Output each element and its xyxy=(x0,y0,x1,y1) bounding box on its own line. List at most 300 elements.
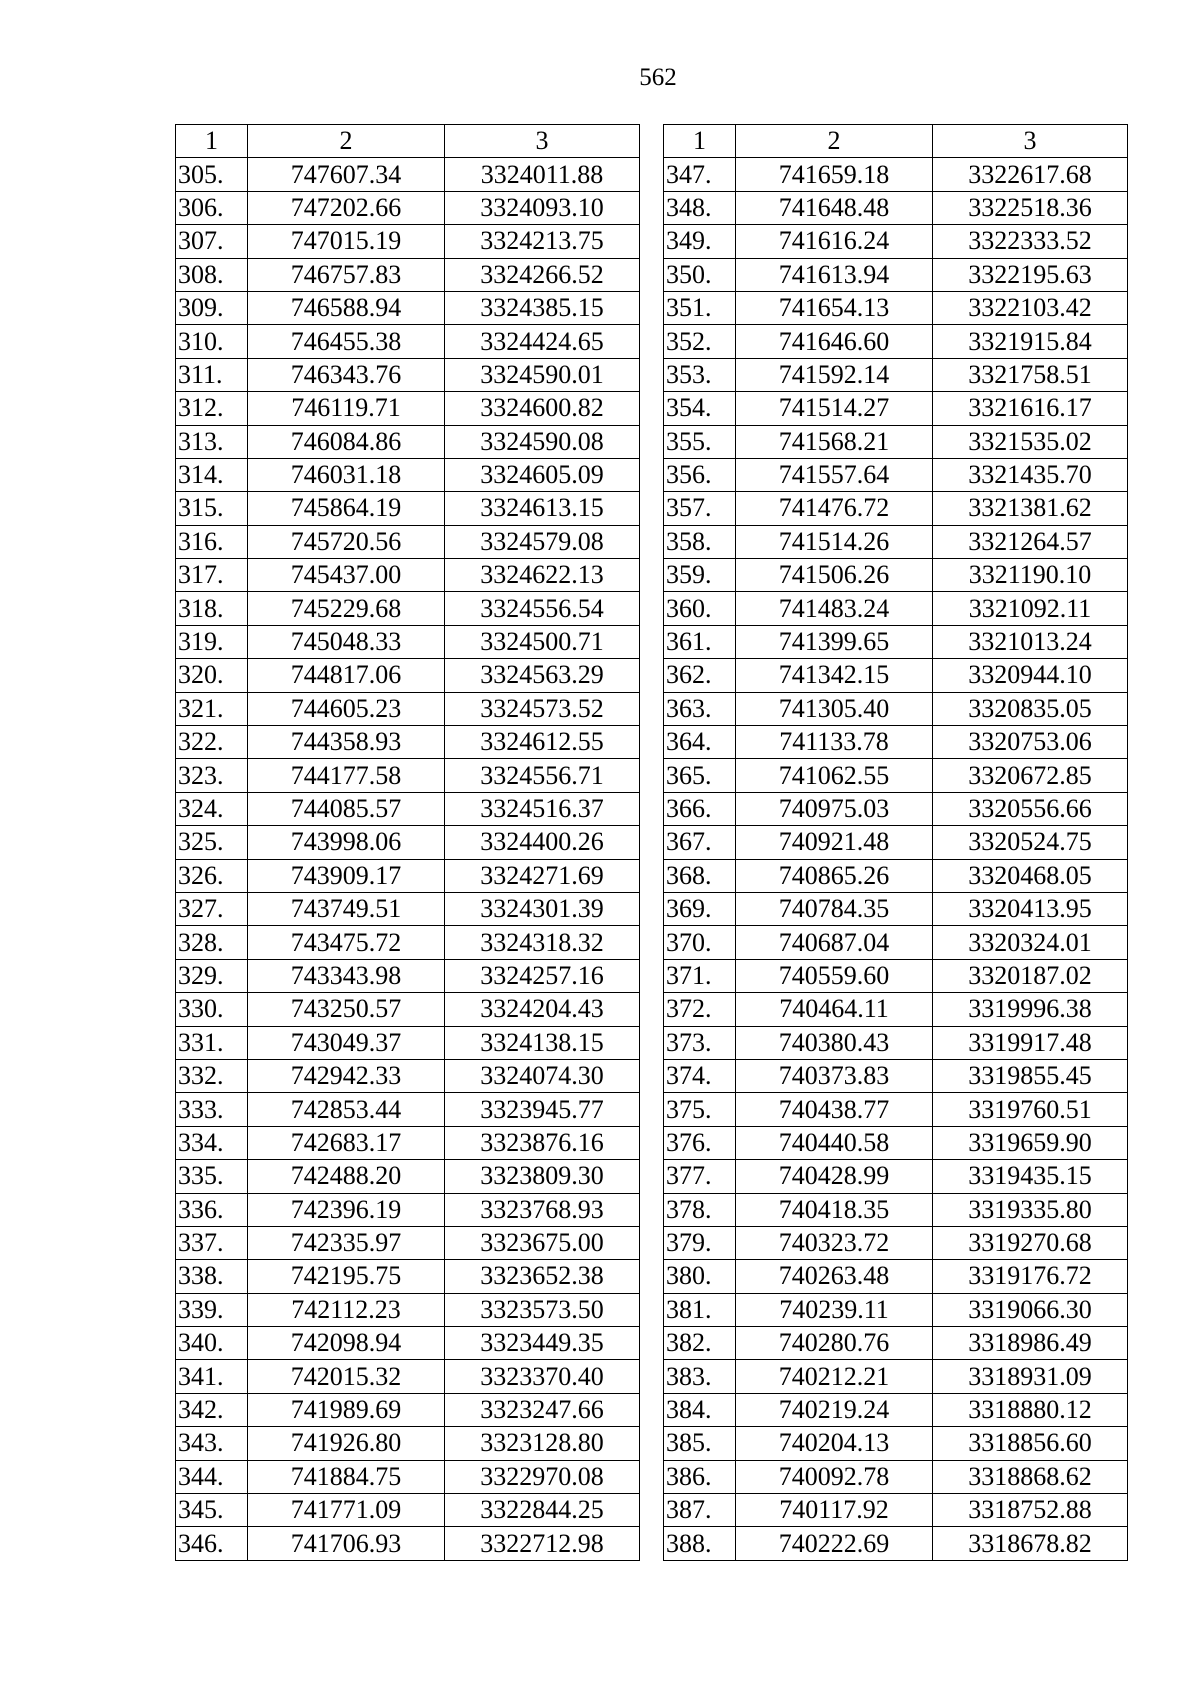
y-coordinate-cell: 3324213.75 xyxy=(445,225,640,258)
table-row xyxy=(664,1360,1128,1393)
point-number-cell: 345. xyxy=(176,1494,248,1527)
table-row xyxy=(176,325,640,358)
point-number-cell: 339. xyxy=(176,1293,248,1326)
table-row xyxy=(664,425,1128,458)
point-number-cell: 320. xyxy=(176,659,248,692)
x-coordinate-cell: 741592.14 xyxy=(736,358,933,391)
point-number-cell: 362. xyxy=(664,659,736,692)
point-number-cell: 324. xyxy=(176,792,248,825)
x-coordinate-cell: 741646.60 xyxy=(736,325,933,358)
y-coordinate-cell: 3324605.09 xyxy=(445,458,640,491)
y-coordinate-cell: 3320468.05 xyxy=(933,859,1128,892)
x-coordinate-cell: 741133.78 xyxy=(736,726,933,759)
table-row xyxy=(664,1026,1128,1059)
x-coordinate-cell: 740464.11 xyxy=(736,993,933,1026)
point-number-cell: 316. xyxy=(176,525,248,558)
y-coordinate-cell: 3324138.15 xyxy=(445,1026,640,1059)
y-coordinate-cell: 3324573.52 xyxy=(445,692,640,725)
point-number-cell: 341. xyxy=(176,1360,248,1393)
x-coordinate-cell: 741884.75 xyxy=(248,1460,445,1493)
coordinates-table-right xyxy=(663,124,1128,1561)
point-number-cell: 310. xyxy=(176,325,248,358)
x-coordinate-cell: 740212.21 xyxy=(736,1360,933,1393)
y-coordinate-cell: 3322712.98 xyxy=(445,1527,640,1560)
point-number-cell: 344. xyxy=(176,1460,248,1493)
y-coordinate-cell: 3324011.88 xyxy=(445,158,640,191)
column-header: 2 xyxy=(736,125,933,158)
point-number-cell: 348. xyxy=(664,191,736,224)
table-row xyxy=(176,1126,640,1159)
x-coordinate-cell: 741305.40 xyxy=(736,692,933,725)
x-coordinate-cell: 747015.19 xyxy=(248,225,445,258)
x-coordinate-cell: 742683.17 xyxy=(248,1126,445,1159)
y-coordinate-cell: 3323675.00 xyxy=(445,1226,640,1259)
y-coordinate-cell: 3324590.01 xyxy=(445,358,640,391)
table-row xyxy=(664,625,1128,658)
table-row xyxy=(664,1093,1128,1126)
table-row xyxy=(664,726,1128,759)
table-row xyxy=(664,358,1128,391)
y-coordinate-cell: 3322970.08 xyxy=(445,1460,640,1493)
x-coordinate-cell: 741476.72 xyxy=(736,492,933,525)
table-row xyxy=(176,458,640,491)
y-coordinate-cell: 3319270.68 xyxy=(933,1226,1128,1259)
point-number-cell: 370. xyxy=(664,926,736,959)
point-number-cell: 334. xyxy=(176,1126,248,1159)
table-header-row xyxy=(664,125,1128,158)
x-coordinate-cell: 741648.48 xyxy=(736,191,933,224)
point-number-cell: 361. xyxy=(664,625,736,658)
table-row xyxy=(664,1293,1128,1326)
y-coordinate-cell: 3321435.70 xyxy=(933,458,1128,491)
point-number-cell: 380. xyxy=(664,1260,736,1293)
table-row xyxy=(176,392,640,425)
y-coordinate-cell: 3321535.02 xyxy=(933,425,1128,458)
table-row xyxy=(664,826,1128,859)
point-number-cell: 311. xyxy=(176,358,248,391)
x-coordinate-cell: 740117.92 xyxy=(736,1494,933,1527)
y-coordinate-cell: 3321915.84 xyxy=(933,325,1128,358)
point-number-cell: 312. xyxy=(176,392,248,425)
y-coordinate-cell: 3319176.72 xyxy=(933,1260,1128,1293)
y-coordinate-cell: 3320835.05 xyxy=(933,692,1128,725)
table-row xyxy=(664,1226,1128,1259)
x-coordinate-cell: 742098.94 xyxy=(248,1327,445,1360)
table-row xyxy=(176,425,640,458)
point-number-cell: 327. xyxy=(176,892,248,925)
x-coordinate-cell: 745048.33 xyxy=(248,625,445,658)
y-coordinate-cell: 3320556.66 xyxy=(933,792,1128,825)
point-number-cell: 366. xyxy=(664,792,736,825)
y-coordinate-cell: 3324400.26 xyxy=(445,826,640,859)
point-number-cell: 322. xyxy=(176,726,248,759)
y-coordinate-cell: 3318856.60 xyxy=(933,1427,1128,1460)
x-coordinate-cell: 740784.35 xyxy=(736,892,933,925)
x-coordinate-cell: 740438.77 xyxy=(736,1093,933,1126)
point-number-cell: 335. xyxy=(176,1160,248,1193)
y-coordinate-cell: 3324424.65 xyxy=(445,325,640,358)
table-row xyxy=(176,158,640,191)
point-number-cell: 351. xyxy=(664,291,736,324)
y-coordinate-cell: 3323449.35 xyxy=(445,1327,640,1360)
x-coordinate-cell: 740239.11 xyxy=(736,1293,933,1326)
table-row xyxy=(176,926,640,959)
column-header: 1 xyxy=(664,125,736,158)
table-row xyxy=(664,592,1128,625)
point-number-cell: 382. xyxy=(664,1327,736,1360)
y-coordinate-cell: 3319760.51 xyxy=(933,1093,1128,1126)
point-number-cell: 340. xyxy=(176,1327,248,1360)
table-row xyxy=(664,1460,1128,1493)
point-number-cell: 356. xyxy=(664,458,736,491)
table-row xyxy=(664,325,1128,358)
point-number-cell: 309. xyxy=(176,291,248,324)
y-coordinate-cell: 3319659.90 xyxy=(933,1126,1128,1159)
y-coordinate-cell: 3319855.45 xyxy=(933,1059,1128,1092)
x-coordinate-cell: 740865.26 xyxy=(736,859,933,892)
x-coordinate-cell: 744605.23 xyxy=(248,692,445,725)
table-row xyxy=(176,1226,640,1259)
y-coordinate-cell: 3321616.17 xyxy=(933,392,1128,425)
table-row xyxy=(664,659,1128,692)
point-number-cell: 378. xyxy=(664,1193,736,1226)
table-row xyxy=(176,1293,640,1326)
table-row xyxy=(664,993,1128,1026)
x-coordinate-cell: 741568.21 xyxy=(736,425,933,458)
x-coordinate-cell: 742488.20 xyxy=(248,1160,445,1193)
x-coordinate-cell: 741506.26 xyxy=(736,559,933,592)
x-coordinate-cell: 741399.65 xyxy=(736,625,933,658)
y-coordinate-cell: 3324563.29 xyxy=(445,659,640,692)
y-coordinate-cell: 3320324.01 xyxy=(933,926,1128,959)
table-row xyxy=(664,1059,1128,1092)
point-number-cell: 343. xyxy=(176,1427,248,1460)
point-number-cell: 338. xyxy=(176,1260,248,1293)
table-row xyxy=(176,726,640,759)
x-coordinate-cell: 741557.64 xyxy=(736,458,933,491)
y-coordinate-cell: 3324271.69 xyxy=(445,859,640,892)
y-coordinate-cell: 3322103.42 xyxy=(933,291,1128,324)
point-number-cell: 315. xyxy=(176,492,248,525)
y-coordinate-cell: 3319335.80 xyxy=(933,1193,1128,1226)
point-number-cell: 372. xyxy=(664,993,736,1026)
x-coordinate-cell: 745229.68 xyxy=(248,592,445,625)
table-row xyxy=(176,1059,640,1092)
y-coordinate-cell: 3319066.30 xyxy=(933,1293,1128,1326)
x-coordinate-cell: 741989.69 xyxy=(248,1393,445,1426)
table-row xyxy=(664,258,1128,291)
table-row xyxy=(664,859,1128,892)
table-row xyxy=(176,959,640,992)
x-coordinate-cell: 740428.99 xyxy=(736,1160,933,1193)
x-coordinate-cell: 740440.58 xyxy=(736,1126,933,1159)
point-number-cell: 376. xyxy=(664,1126,736,1159)
table-row xyxy=(176,358,640,391)
table-row xyxy=(664,926,1128,959)
point-number-cell: 379. xyxy=(664,1226,736,1259)
x-coordinate-cell: 743250.57 xyxy=(248,993,445,1026)
y-coordinate-cell: 3324600.82 xyxy=(445,392,640,425)
point-number-cell: 352. xyxy=(664,325,736,358)
point-number-cell: 386. xyxy=(664,1460,736,1493)
point-number-cell: 333. xyxy=(176,1093,248,1126)
point-number-cell: 367. xyxy=(664,826,736,859)
point-number-cell: 355. xyxy=(664,425,736,458)
point-number-cell: 358. xyxy=(664,525,736,558)
y-coordinate-cell: 3320524.75 xyxy=(933,826,1128,859)
point-number-cell: 323. xyxy=(176,759,248,792)
table-row xyxy=(176,659,640,692)
column-header: 3 xyxy=(445,125,640,158)
point-number-cell: 307. xyxy=(176,225,248,258)
y-coordinate-cell: 3320944.10 xyxy=(933,659,1128,692)
x-coordinate-cell: 740219.24 xyxy=(736,1393,933,1426)
column-header: 1 xyxy=(176,125,248,158)
x-coordinate-cell: 742942.33 xyxy=(248,1059,445,1092)
point-number-cell: 385. xyxy=(664,1427,736,1460)
point-number-cell: 347. xyxy=(664,158,736,191)
y-coordinate-cell: 3324318.32 xyxy=(445,926,640,959)
x-coordinate-cell: 740975.03 xyxy=(736,792,933,825)
y-coordinate-cell: 3321092.11 xyxy=(933,592,1128,625)
y-coordinate-cell: 3322195.63 xyxy=(933,258,1128,291)
y-coordinate-cell: 3323945.77 xyxy=(445,1093,640,1126)
y-coordinate-cell: 3318931.09 xyxy=(933,1360,1128,1393)
point-number-cell: 330. xyxy=(176,993,248,1026)
point-number-cell: 305. xyxy=(176,158,248,191)
y-coordinate-cell: 3324556.54 xyxy=(445,592,640,625)
point-number-cell: 337. xyxy=(176,1226,248,1259)
x-coordinate-cell: 747202.66 xyxy=(248,191,445,224)
y-coordinate-cell: 3323876.16 xyxy=(445,1126,640,1159)
column-header: 2 xyxy=(248,125,445,158)
point-number-cell: 388. xyxy=(664,1527,736,1560)
table-row xyxy=(664,1160,1128,1193)
x-coordinate-cell: 740204.13 xyxy=(736,1427,933,1460)
x-coordinate-cell: 740687.04 xyxy=(736,926,933,959)
x-coordinate-cell: 746455.38 xyxy=(248,325,445,358)
y-coordinate-cell: 3322333.52 xyxy=(933,225,1128,258)
point-number-cell: 377. xyxy=(664,1160,736,1193)
point-number-cell: 313. xyxy=(176,425,248,458)
y-coordinate-cell: 3321013.24 xyxy=(933,625,1128,658)
x-coordinate-cell: 741483.24 xyxy=(736,592,933,625)
y-coordinate-cell: 3320672.85 xyxy=(933,759,1128,792)
point-number-cell: 306. xyxy=(176,191,248,224)
point-number-cell: 308. xyxy=(176,258,248,291)
table-row xyxy=(664,1126,1128,1159)
y-coordinate-cell: 3322518.36 xyxy=(933,191,1128,224)
table-row xyxy=(664,1393,1128,1426)
y-coordinate-cell: 3324074.30 xyxy=(445,1059,640,1092)
point-number-cell: 318. xyxy=(176,592,248,625)
point-number-cell: 328. xyxy=(176,926,248,959)
y-coordinate-cell: 3321190.10 xyxy=(933,559,1128,592)
x-coordinate-cell: 744085.57 xyxy=(248,792,445,825)
y-coordinate-cell: 3324204.43 xyxy=(445,993,640,1026)
y-coordinate-cell: 3324556.71 xyxy=(445,759,640,792)
y-coordinate-cell: 3322844.25 xyxy=(445,1494,640,1527)
coordinates-table-left xyxy=(175,124,640,1561)
y-coordinate-cell: 3321758.51 xyxy=(933,358,1128,391)
x-coordinate-cell: 744358.93 xyxy=(248,726,445,759)
table-row xyxy=(176,225,640,258)
y-coordinate-cell: 3319917.48 xyxy=(933,1026,1128,1059)
x-coordinate-cell: 746031.18 xyxy=(248,458,445,491)
x-coordinate-cell: 743749.51 xyxy=(248,892,445,925)
x-coordinate-cell: 740092.78 xyxy=(736,1460,933,1493)
y-coordinate-cell: 3318986.49 xyxy=(933,1327,1128,1360)
y-coordinate-cell: 3319435.15 xyxy=(933,1160,1128,1193)
table-row xyxy=(176,1494,640,1527)
point-number-cell: 314. xyxy=(176,458,248,491)
y-coordinate-cell: 3324257.16 xyxy=(445,959,640,992)
y-coordinate-cell: 3323652.38 xyxy=(445,1260,640,1293)
x-coordinate-cell: 740323.72 xyxy=(736,1226,933,1259)
table-row xyxy=(664,792,1128,825)
y-coordinate-cell: 3320413.95 xyxy=(933,892,1128,925)
y-coordinate-cell: 3323128.80 xyxy=(445,1427,640,1460)
x-coordinate-cell: 746588.94 xyxy=(248,291,445,324)
x-coordinate-cell: 740380.43 xyxy=(736,1026,933,1059)
table-row xyxy=(176,625,640,658)
x-coordinate-cell: 741706.93 xyxy=(248,1527,445,1560)
table-row xyxy=(664,559,1128,592)
x-coordinate-cell: 743049.37 xyxy=(248,1026,445,1059)
table-row xyxy=(176,492,640,525)
x-coordinate-cell: 741514.26 xyxy=(736,525,933,558)
y-coordinate-cell: 3324612.55 xyxy=(445,726,640,759)
y-coordinate-cell: 3318752.88 xyxy=(933,1494,1128,1527)
y-coordinate-cell: 3320187.02 xyxy=(933,959,1128,992)
point-number-cell: 383. xyxy=(664,1360,736,1393)
y-coordinate-cell: 3318880.12 xyxy=(933,1393,1128,1426)
y-coordinate-cell: 3324385.15 xyxy=(445,291,640,324)
table-row xyxy=(664,959,1128,992)
x-coordinate-cell: 741514.27 xyxy=(736,392,933,425)
point-number-cell: 329. xyxy=(176,959,248,992)
point-number-cell: 384. xyxy=(664,1393,736,1426)
y-coordinate-cell: 3323247.66 xyxy=(445,1393,640,1426)
y-coordinate-cell: 3318678.82 xyxy=(933,1527,1128,1560)
x-coordinate-cell: 744817.06 xyxy=(248,659,445,692)
y-coordinate-cell: 3320753.06 xyxy=(933,726,1128,759)
y-coordinate-cell: 3322617.68 xyxy=(933,158,1128,191)
x-coordinate-cell: 742195.75 xyxy=(248,1260,445,1293)
x-coordinate-cell: 741616.24 xyxy=(736,225,933,258)
table-row xyxy=(664,392,1128,425)
x-coordinate-cell: 745437.00 xyxy=(248,559,445,592)
x-coordinate-cell: 742853.44 xyxy=(248,1093,445,1126)
x-coordinate-cell: 742015.32 xyxy=(248,1360,445,1393)
table-row xyxy=(176,859,640,892)
table-row xyxy=(664,492,1128,525)
x-coordinate-cell: 741062.55 xyxy=(736,759,933,792)
x-coordinate-cell: 740263.48 xyxy=(736,1260,933,1293)
column-header: 3 xyxy=(933,125,1128,158)
y-coordinate-cell: 3323573.50 xyxy=(445,1293,640,1326)
table-row xyxy=(176,1026,640,1059)
table-row xyxy=(664,1327,1128,1360)
point-number-cell: 354. xyxy=(664,392,736,425)
x-coordinate-cell: 745720.56 xyxy=(248,525,445,558)
point-number-cell: 387. xyxy=(664,1494,736,1527)
table-row xyxy=(176,291,640,324)
x-coordinate-cell: 740373.83 xyxy=(736,1059,933,1092)
table-row xyxy=(664,158,1128,191)
x-coordinate-cell: 740921.48 xyxy=(736,826,933,859)
point-number-cell: 326. xyxy=(176,859,248,892)
y-coordinate-cell: 3323768.93 xyxy=(445,1193,640,1226)
point-number-cell: 325. xyxy=(176,826,248,859)
x-coordinate-cell: 741654.13 xyxy=(736,291,933,324)
y-coordinate-cell: 3318868.62 xyxy=(933,1460,1128,1493)
y-coordinate-cell: 3321381.62 xyxy=(933,492,1128,525)
table-row xyxy=(176,1360,640,1393)
table-row xyxy=(176,1460,640,1493)
x-coordinate-cell: 743475.72 xyxy=(248,926,445,959)
point-number-cell: 374. xyxy=(664,1059,736,1092)
point-number-cell: 364. xyxy=(664,726,736,759)
y-coordinate-cell: 3324500.71 xyxy=(445,625,640,658)
table-row xyxy=(176,1427,640,1460)
point-number-cell: 353. xyxy=(664,358,736,391)
point-number-cell: 369. xyxy=(664,892,736,925)
table-row xyxy=(664,1193,1128,1226)
x-coordinate-cell: 746343.76 xyxy=(248,358,445,391)
table-row xyxy=(176,1327,640,1360)
table-row xyxy=(176,525,640,558)
table-row xyxy=(176,592,640,625)
x-coordinate-cell: 746084.86 xyxy=(248,425,445,458)
point-number-cell: 363. xyxy=(664,692,736,725)
table-row xyxy=(664,1427,1128,1460)
y-coordinate-cell: 3324590.08 xyxy=(445,425,640,458)
table-row xyxy=(664,225,1128,258)
x-coordinate-cell: 740222.69 xyxy=(736,1527,933,1560)
point-number-cell: 381. xyxy=(664,1293,736,1326)
table-row xyxy=(664,692,1128,725)
x-coordinate-cell: 746119.71 xyxy=(248,392,445,425)
x-coordinate-cell: 743909.17 xyxy=(248,859,445,892)
point-number-cell: 349. xyxy=(664,225,736,258)
point-number-cell: 371. xyxy=(664,959,736,992)
point-number-cell: 336. xyxy=(176,1193,248,1226)
table-row xyxy=(176,559,640,592)
point-number-cell: 317. xyxy=(176,559,248,592)
y-coordinate-cell: 3324579.08 xyxy=(445,525,640,558)
table-row xyxy=(176,1527,640,1560)
y-coordinate-cell: 3324622.13 xyxy=(445,559,640,592)
table-row xyxy=(176,191,640,224)
y-coordinate-cell: 3323370.40 xyxy=(445,1360,640,1393)
table-row xyxy=(664,1527,1128,1560)
x-coordinate-cell: 741613.94 xyxy=(736,258,933,291)
y-coordinate-cell: 3321264.57 xyxy=(933,525,1128,558)
x-coordinate-cell: 740418.35 xyxy=(736,1193,933,1226)
table-row xyxy=(176,826,640,859)
x-coordinate-cell: 741771.09 xyxy=(248,1494,445,1527)
x-coordinate-cell: 744177.58 xyxy=(248,759,445,792)
x-coordinate-cell: 742335.97 xyxy=(248,1226,445,1259)
y-coordinate-cell: 3324093.10 xyxy=(445,191,640,224)
table-row xyxy=(664,759,1128,792)
point-number-cell: 321. xyxy=(176,692,248,725)
point-number-cell: 346. xyxy=(176,1527,248,1560)
x-coordinate-cell: 743343.98 xyxy=(248,959,445,992)
table-row xyxy=(176,759,640,792)
x-coordinate-cell: 742396.19 xyxy=(248,1193,445,1226)
